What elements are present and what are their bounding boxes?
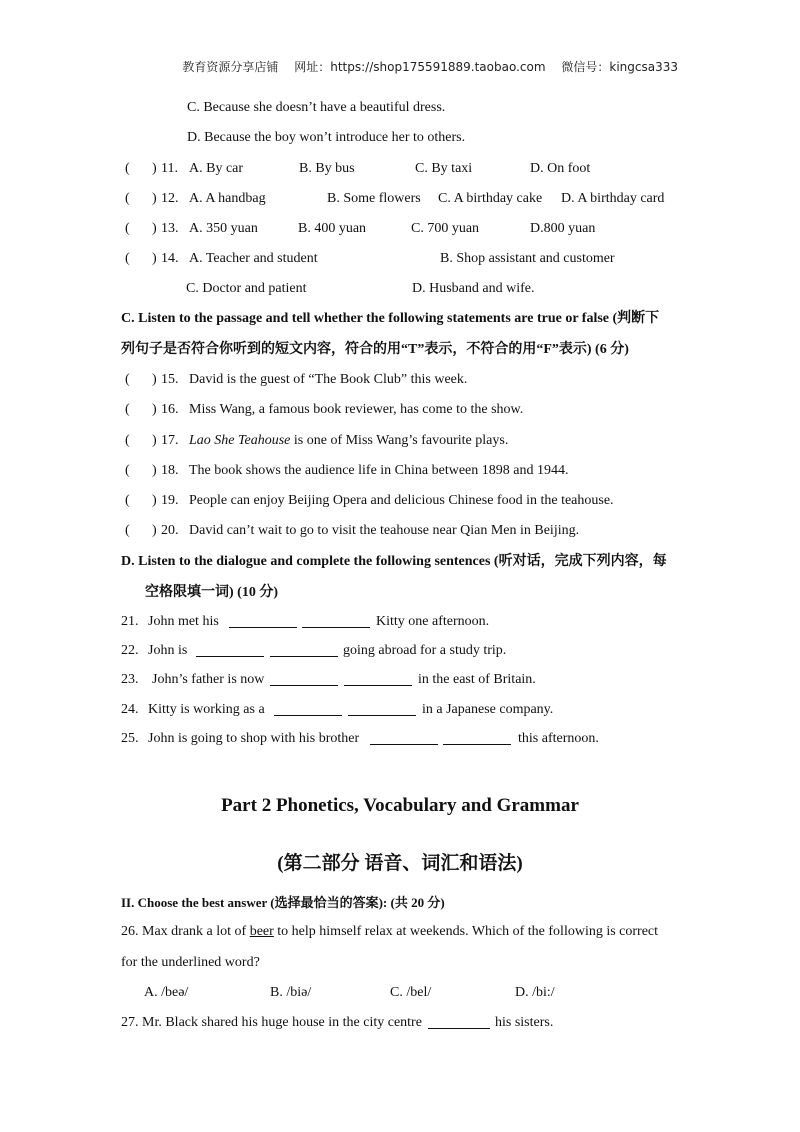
option-d: D.800 yuan: [530, 221, 596, 236]
question-number: 13.: [161, 221, 179, 236]
answer-bracket-close: ): [152, 463, 157, 478]
option-c: C. /bel/: [390, 985, 432, 1000]
answer-bracket-open: (: [125, 402, 130, 417]
stem-end: to help himself relax at weekends. Which of the following is correct: [273, 924, 659, 939]
statement-text: People can enjoy Beijing Opera and delicious Chinese food in the teahouse.: [189, 493, 614, 508]
fill-item-25: [0, 730, 800, 748]
statement-text: Miss Wang, a famous book reviewer, has come to the show.: [189, 402, 524, 417]
question-number: 23.: [121, 672, 139, 687]
section-d-heading-line2: 空格限填一词) (10 分): [145, 585, 278, 600]
question-number: 19.: [161, 493, 179, 508]
sentence-start: John met his: [148, 614, 219, 629]
option-b: B. Shop assistant and customer: [440, 251, 615, 266]
wechat-id: 微信号：kingcsa333: [561, 60, 678, 74]
option-d: D. /bi:/: [515, 985, 555, 1000]
question-number: 25.: [121, 731, 139, 746]
option-a: A. Teacher and student: [189, 251, 318, 266]
answer-blank-1[interactable]: [229, 613, 297, 628]
question-14: [0, 250, 800, 268]
answer-bracket-open: (: [125, 433, 130, 448]
underlined-word: beer: [249, 924, 274, 939]
option-b: B. /biə/: [270, 985, 312, 1000]
option-a: A. By car: [189, 161, 244, 176]
fill-item-24: [0, 701, 800, 719]
fill-item-22: [0, 642, 800, 660]
question-26-stem-line2: for the underlined word?: [121, 955, 260, 970]
question-14-row-2: [0, 280, 800, 298]
answer-bracket-open: (: [125, 221, 130, 236]
answer-blank-2[interactable]: [270, 642, 338, 657]
answer-blank-1[interactable]: [270, 671, 338, 686]
sentence-end: in a Japanese company.: [422, 702, 554, 717]
shop-name: 教育资源分享店铺: [182, 60, 279, 74]
section-ii-heading: II. Choose the best answer (选择最恰当的答案): (共 20 分): [121, 895, 445, 910]
answer-bracket-close: ): [152, 493, 157, 508]
option-d: D. A birthday card: [561, 191, 665, 206]
question-number: 18.: [161, 463, 179, 478]
sentence-end: in the east of Britain.: [418, 672, 536, 687]
answer-blank[interactable]: [428, 1014, 490, 1029]
answer-bracket-open: (: [125, 251, 130, 266]
part-2-title: Part 2 Phonetics, Vocabulary and Grammar: [221, 795, 579, 816]
answer-bracket-close: ): [152, 191, 157, 206]
statement-text: The book shows the audience life in China between 1898 and 1944.: [189, 463, 569, 478]
tf-item-18: [0, 462, 800, 480]
sentence-start: John is going to shop with his brother: [148, 731, 360, 746]
question-number: 17.: [161, 433, 179, 448]
answer-bracket-open: (: [125, 372, 130, 387]
answer-blank-1[interactable]: [370, 730, 438, 745]
fill-item-21: [0, 613, 800, 631]
answer-blank-1[interactable]: [196, 642, 264, 657]
question-26-options: [0, 984, 800, 1002]
section-c-heading-line1: C. Listen to the passage and tell whether the following statements are true or false (判断下: [121, 311, 660, 326]
option-c: C. 700 yuan: [411, 221, 480, 236]
q10-option-c: C. Because she doesn’t have a beautiful dress.: [187, 100, 446, 115]
tf-item-16: [0, 401, 800, 419]
play-title: Lao She Teahouse: [189, 433, 291, 448]
answer-bracket-open: (: [125, 493, 130, 508]
option-b: B. 400 yuan: [298, 221, 367, 236]
question-number: 20.: [161, 523, 179, 538]
section-d-heading-line1: D. Listen to the dialogue and complete the following sentences (听对话，完成下列内容，每: [121, 554, 667, 569]
answer-bracket-close: ): [152, 251, 157, 266]
option-a: A. 350 yuan: [189, 221, 258, 236]
option-a: A. /beə/: [144, 985, 189, 1000]
sentence-start: Kitty is working as a: [148, 702, 265, 717]
stem-start: 27. Mr. Black shared his huge house in the city centre: [121, 1015, 422, 1030]
question-11: [0, 160, 800, 178]
answer-bracket-close: ): [152, 221, 157, 236]
answer-bracket-close: ): [152, 372, 157, 387]
part-2-subtitle: (第二部分 语音、词汇和语法): [277, 853, 523, 874]
answer-bracket-close: ): [152, 523, 157, 538]
stem-end: his sisters.: [495, 1015, 554, 1030]
statement-text: David can’t wait to go to visit the teahouse near Qian Men in Beijing.: [189, 523, 580, 538]
option-b: B. By bus: [299, 161, 355, 176]
statement-text: is one of Miss Wang’s favourite plays.: [290, 433, 509, 448]
sentence-start: John is: [148, 643, 188, 658]
answer-blank-1[interactable]: [274, 701, 342, 716]
shop-url: 网址：https://shop175591889.taobao.com: [294, 60, 546, 74]
tf-item-17: [0, 432, 800, 450]
question-number: 11.: [161, 161, 178, 176]
answer-bracket-close: ): [152, 433, 157, 448]
answer-bracket-open: (: [125, 463, 130, 478]
q10-option-d: D. Because the boy won’t introduce her to others.: [187, 130, 466, 145]
question-number: 15.: [161, 372, 179, 387]
sentence-end: this afternoon.: [518, 731, 599, 746]
question-number: 24.: [121, 702, 139, 717]
answer-bracket-close: ): [152, 402, 157, 417]
question-27: [0, 1014, 800, 1032]
question-number: 21.: [121, 614, 139, 629]
tf-item-20: [0, 522, 800, 540]
option-a: A. A handbag: [189, 191, 266, 206]
fill-item-23: [0, 671, 800, 689]
tf-item-15: [0, 371, 800, 389]
sentence-end: going abroad for a study trip.: [343, 643, 507, 658]
answer-bracket-open: (: [125, 191, 130, 206]
question-12: [0, 190, 800, 208]
answer-bracket-close: ): [152, 161, 157, 176]
answer-bracket-open: (: [125, 523, 130, 538]
option-b: B. Some flowers: [327, 191, 421, 206]
question-number: 14.: [161, 251, 179, 266]
sentence-start: John’s father is now: [152, 672, 265, 687]
question-number: 12.: [161, 191, 179, 206]
question-26-stem: [121, 923, 658, 941]
answer-blank-2[interactable]: [443, 730, 511, 745]
tf-item-19: [0, 492, 800, 510]
answer-blank-2[interactable]: [348, 701, 416, 716]
option-c: C. Doctor and patient: [186, 281, 307, 296]
answer-blank-2[interactable]: [344, 671, 412, 686]
statement-text: David is the guest of “The Book Club” this week.: [189, 372, 468, 387]
option-c: C. By taxi: [415, 161, 473, 176]
question-number: 22.: [121, 643, 139, 658]
option-c: C. A birthday cake: [438, 191, 543, 206]
question-number: 16.: [161, 402, 179, 417]
sentence-end: Kitty one afternoon.: [376, 614, 490, 629]
answer-bracket-open: (: [125, 161, 130, 176]
option-d: D. On foot: [530, 161, 591, 176]
option-d: D. Husband and wife.: [412, 281, 535, 296]
stem-start: 26. Max drank a lot of: [121, 924, 250, 939]
section-c-heading-line2: 列句子是否符合你听到的短文内容，符合的用“T”表示，不符合的用“F”表示) (6 分): [121, 342, 629, 357]
answer-blank-2[interactable]: [302, 613, 370, 628]
question-13: [0, 220, 800, 238]
